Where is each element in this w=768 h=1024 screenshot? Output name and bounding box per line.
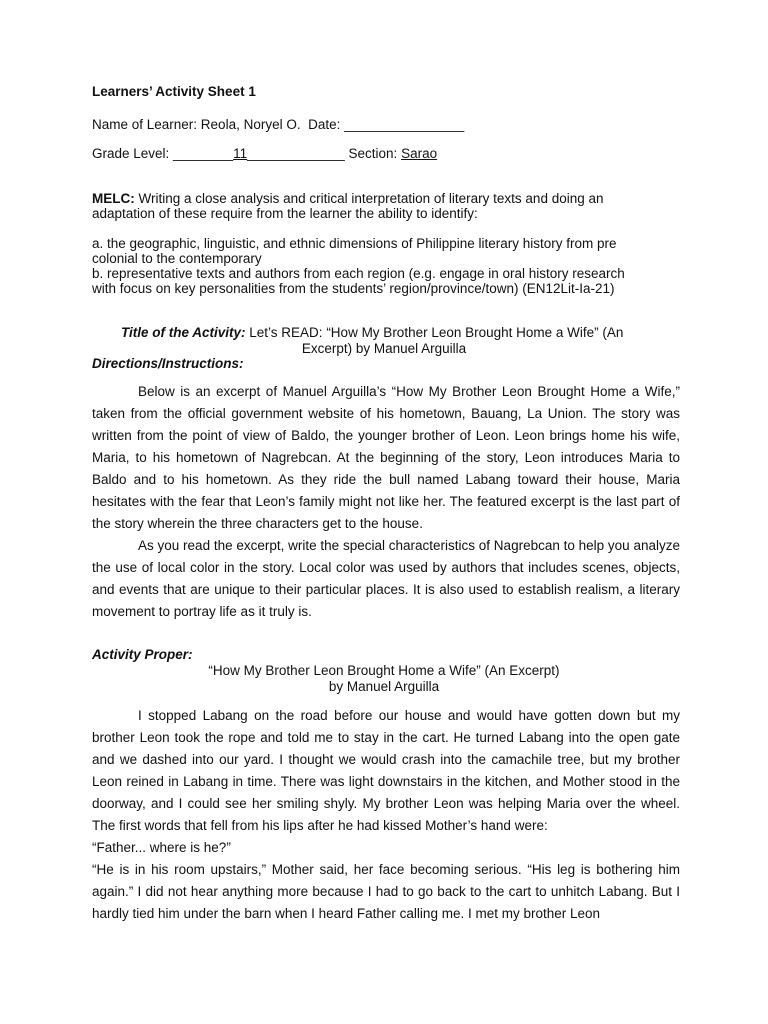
section-value: Sarao <box>401 146 438 161</box>
melc-line-2: adaptation of these require from the learner the ability to identify: <box>92 206 478 221</box>
activity-title-line-2: Excerpt) by Manuel Arguilla <box>301 341 467 356</box>
activity-title-label: Title of the Activity: <box>121 325 246 340</box>
learner-name: Name of Learner: Reola, Noryel O. <box>92 117 301 132</box>
story-paragraph-2: “Father... where is he?” <box>92 840 231 855</box>
melc-line-1 <box>92 191 604 206</box>
melc-item-a-line-2: colonial to the contemporary <box>92 251 262 266</box>
story-paragraph-1: I stopped Labang on the road before our house and would have gotten down but my brother Leon took the rope and told me to stay in the cart. He turned Labang into the open gate and we dashed into our yard. I thought we would crash into the camachile tree, but my brother Leon reined in Labang in time. There was light downstairs in the kitchen, and Mother stood in the doorway, and I could see her smiling shyly. My brother Leon was helping Maria over the wheel. The first words that fell from his lips after he had kissed Mother’s hand were: <box>92 708 680 833</box>
directions-paragraph-1: Below is an excerpt of Manuel Arguilla’s “How My Brother Leon Brought Home a Wife,” taken from the official government website of his hometown, Bauang, La Union. The story was written from the point of view of Baldo, the younger brother of Leon. Leon brings home his wife, Maria, to his hometown of Nagrebcan. At the beginning of the story, Leon introduces Maria to Baldo and to his hometown. As they ride the bull named Labang toward their house, Maria hesitates with the fear that Leon’s family might not like her. The featured excerpt is the last part of the story wherein the three characters get to the house. <box>92 384 680 531</box>
melc-item-a-line-1: a. the geographic, linguistic, and ethnic dimensions of Philippine literary history from pre <box>92 236 617 251</box>
grade-label: Grade Level: ________ <box>92 146 234 161</box>
directions-heading: Directions/Instructions: <box>92 356 244 371</box>
activity-proper-heading: Activity Proper: <box>92 647 193 662</box>
learner-name-line <box>92 117 464 132</box>
date-field: Date: ________________ <box>308 117 465 132</box>
directions-body <box>92 381 680 623</box>
melc-text-1: Writing a close analysis and critical interpretation of literary texts and doing an <box>138 191 604 206</box>
story-body <box>92 705 680 925</box>
section-label: Section: <box>348 146 398 161</box>
story-author: by Manuel Arguilla <box>328 679 440 694</box>
story-paragraph-3: “He is in his room upstairs,” Mother said, her face becoming serious. “His leg is bothering him again.” I did not hear anything more because I had to go back to the cart to unhitch Labang. But I hardly tied him under the barn when I heard Father calling me. I met my brother Leon <box>92 862 680 921</box>
melc-label: MELC: <box>92 191 135 206</box>
melc-item-b-line-2: with focus on key personalities from the students’ region/province/town) (EN12Lit-Ia-21) <box>92 281 615 296</box>
grade-value: 11 <box>233 146 248 161</box>
directions-paragraph-2: As you read the excerpt, write the special characteristics of Nagrebcan to help you analyze the use of local color in the story. Local color was used by authors that includes scenes, objects, and events that are unique to their particular places. It is also used to establish realism, a literary movement to portray life as it truly is. <box>92 538 680 619</box>
grade-section-line <box>92 146 437 161</box>
sheet-title: Learners’ Activity Sheet 1 <box>92 84 256 99</box>
activity-title-line-1 <box>121 325 623 340</box>
activity-title-text-1: Let’s READ: “How My Brother Leon Brought Home a Wife” (An <box>249 325 624 340</box>
grade-blank: _____________ <box>247 146 345 161</box>
story-title: “How My Brother Leon Brought Home a Wife” (An Excerpt) <box>208 663 560 678</box>
melc-item-b-line-1: b. representative texts and authors from each region (e.g. engage in oral history research <box>92 266 625 281</box>
